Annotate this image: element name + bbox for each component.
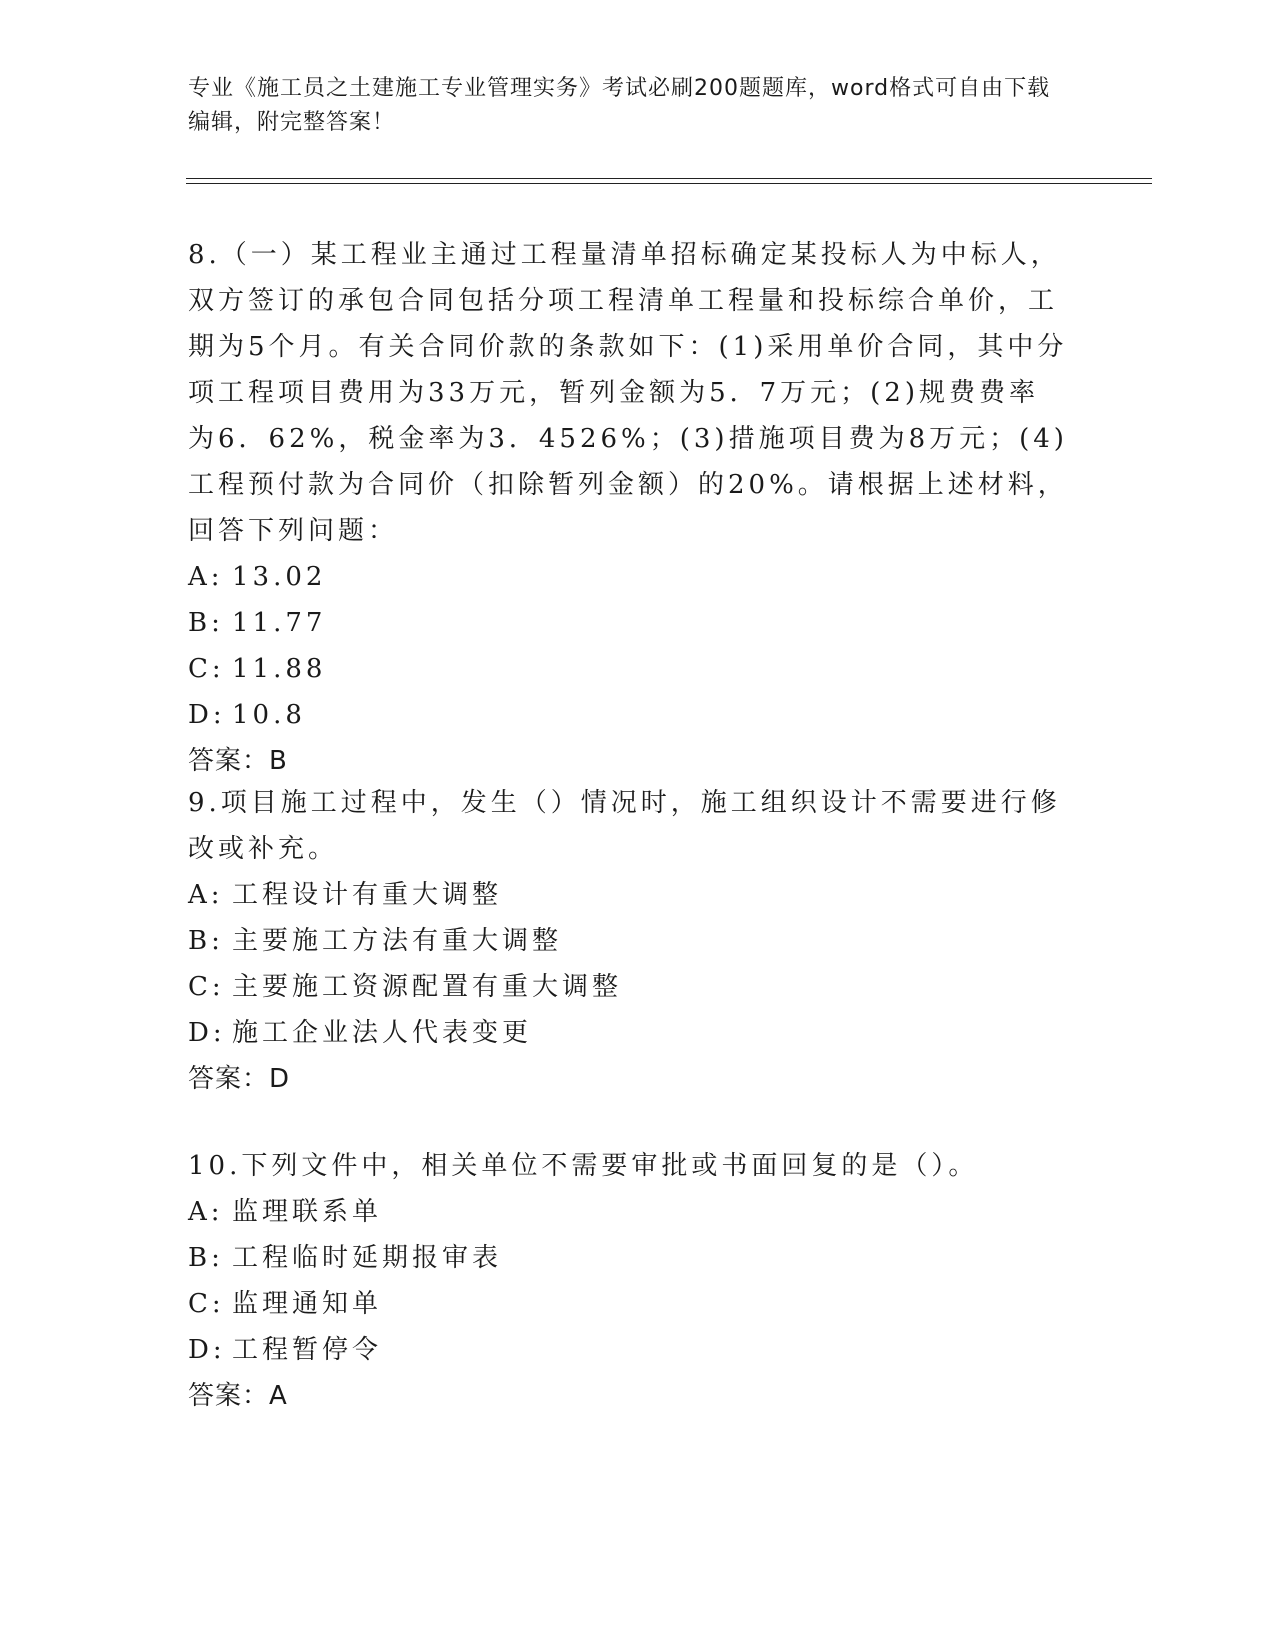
option-text: 主要施工方法有重大调整 xyxy=(232,926,563,956)
option-text: 施工企业法人代表变更 xyxy=(232,1018,533,1048)
option-letter: C: xyxy=(188,1289,225,1319)
option-b xyxy=(188,918,1068,964)
option-text: 工程暂停令 xyxy=(232,1335,383,1365)
option-b xyxy=(188,600,1068,646)
option-letter: B: xyxy=(188,926,224,956)
answer-label: 答案：A xyxy=(188,1381,288,1411)
option-letter: A: xyxy=(188,562,224,592)
question-9 xyxy=(188,780,1068,1102)
document-header xyxy=(188,72,1068,140)
option-text: 11.88 xyxy=(232,654,327,684)
option-a xyxy=(188,554,1068,600)
option-c xyxy=(188,1281,1068,1327)
option-a xyxy=(188,1189,1068,1235)
option-d xyxy=(188,1327,1068,1373)
option-letter: A: xyxy=(188,1197,224,1227)
option-text: 工程临时延期报审表 xyxy=(232,1243,503,1273)
question-8 xyxy=(188,232,1068,784)
option-a xyxy=(188,872,1068,918)
option-letter: C: xyxy=(188,654,225,684)
option-text: 13.02 xyxy=(232,562,327,592)
header-text: 专业《施工员之土建施工专业管理实务》考试必刷200题题库，word格式可自由下载编辑，附完整答案！ xyxy=(188,76,1051,135)
option-letter: D: xyxy=(188,700,226,730)
header-divider-bottom xyxy=(186,183,1152,184)
option-text: 11.77 xyxy=(232,608,327,638)
answer-label: 答案：B xyxy=(188,746,288,776)
option-c xyxy=(188,964,1068,1010)
option-text: 监理联系单 xyxy=(232,1197,383,1227)
option-letter: D: xyxy=(188,1018,226,1048)
option-b xyxy=(188,1235,1068,1281)
option-letter: B: xyxy=(188,608,224,638)
question-10 xyxy=(188,1143,1068,1419)
answer-label: 答案：D xyxy=(188,1064,291,1094)
option-text: 监理通知单 xyxy=(232,1289,383,1319)
option-letter: A: xyxy=(188,880,224,910)
question-stem: 9.项目施工过程中，发生（）情况时，施工组织设计不需要进行修改或补充。 xyxy=(188,788,1061,864)
option-letter: C: xyxy=(188,972,225,1002)
question-stem: 8.（一）某工程业主通过工程量清单招标确定某投标人为中标人，双方签订的承包合同包括分项工程清单工程量和投标综合单价，工期为5个月。有关合同价款的条款如下：(1)采用单价合同，其中分项工程项目费用为33万元，暂列金额为5．7万元；(2)规费费率为6．62%，税金率为3．4526%；(3)措施项目费为8万元；(4)工程预付款为合同价（扣除暂列金额）的20%。请根据上述材料，回答下列问题： xyxy=(188,240,1068,546)
option-text: 10.8 xyxy=(232,700,306,730)
option-d xyxy=(188,1010,1068,1056)
option-text: 主要施工资源配置有重大调整 xyxy=(232,972,623,1002)
option-letter: D: xyxy=(188,1335,226,1365)
header-divider-top xyxy=(186,178,1152,179)
option-d xyxy=(188,692,1068,738)
option-letter: B: xyxy=(188,1243,224,1273)
option-text: 工程设计有重大调整 xyxy=(232,880,503,910)
question-stem: 10.下列文件中，相关单位不需要审批或书面回复的是（）。 xyxy=(188,1151,979,1181)
option-c xyxy=(188,646,1068,692)
